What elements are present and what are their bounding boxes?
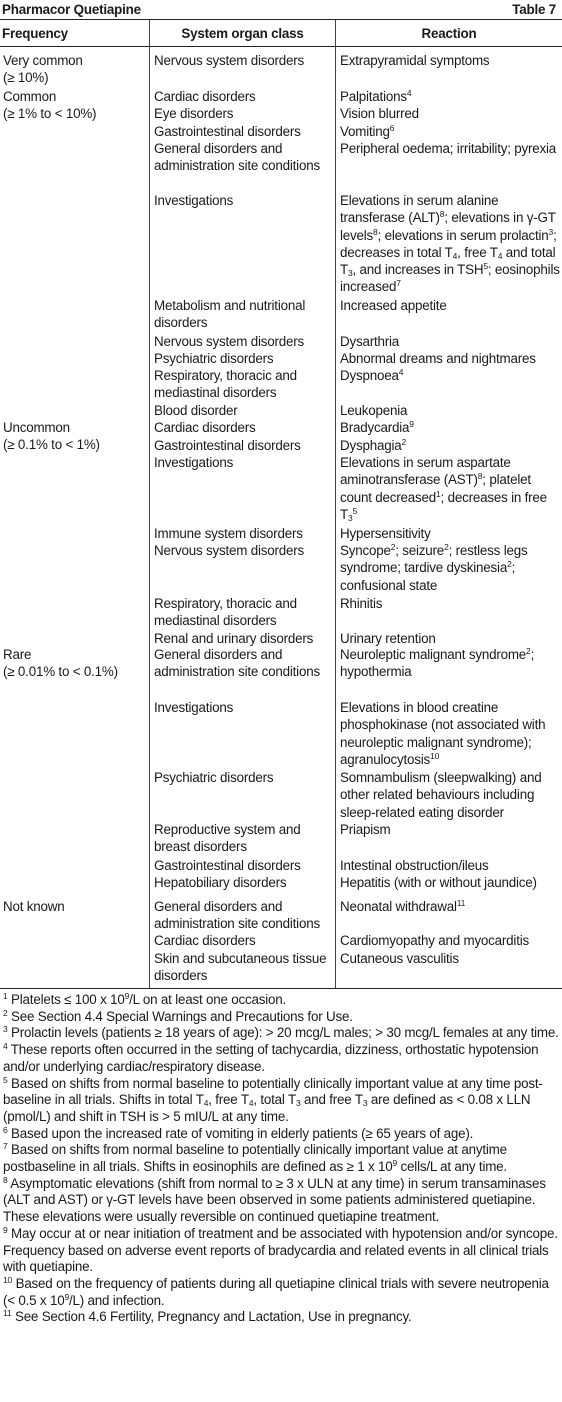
system-organ-class-cell: Investigations xyxy=(154,700,234,715)
frequency-rare xyxy=(3,646,148,681)
reaction-cell: Peripheral oedema; irritability; pyrexia xyxy=(340,141,557,156)
system-organ-class-cell: Cardiac disorders xyxy=(154,89,256,104)
table-title: Pharmacor Quetiapine xyxy=(2,2,141,17)
system-organ-class-cell: Gastrointestinal disorders xyxy=(154,858,301,873)
system-organ-class-cell: Nervous system disorders xyxy=(154,53,304,68)
frequency-very-common xyxy=(3,52,148,87)
footnote-1: $^1$ Platelets ≤ 100 x $10^9/L$ on at least one occasion. xyxy=(3,991,287,1007)
system-organ-class-cell: Respiratory, thoracic and mediastinal disorders xyxy=(154,368,297,401)
reaction-cell: Hypersensitivity xyxy=(340,526,431,541)
table-header xyxy=(0,0,562,20)
reaction-cell: Abnormal dreams and nightmares xyxy=(340,351,536,366)
reaction-cell: Urinary retention xyxy=(340,631,436,646)
system-organ-class-cell: Blood disorder xyxy=(154,403,238,418)
frequency-label: Common xyxy=(3,89,57,104)
frequency-label: Very common xyxy=(3,53,83,68)
reaction-cell: Bradycardia$^9$ xyxy=(340,419,414,435)
system-organ-class-cell: Cardiac disorders xyxy=(154,933,256,948)
system-organ-class-cell: General disorders and administration site conditions xyxy=(154,141,320,174)
frequency-label: Rare xyxy=(3,647,32,662)
reaction-cell: Cutaneous vasculitis xyxy=(340,951,459,966)
frequency-uncommon xyxy=(3,419,148,454)
reaction-cell: Leukopenia xyxy=(340,403,408,418)
reaction-cell: Hepatitis (with or without jaundice) xyxy=(340,875,537,890)
reaction-cell: Elevations in serum alanine transferase (ALT)$^8$; elevations in γ-GT levels$^8$; elevations in serum prolactin$^3$; decreases in total $T_4$, free $T_4$ and total $T_3$, and increases in TSH$^5$; eosinophils increased$^7$ xyxy=(340,193,560,295)
system-organ-class-cell: Psychiatric disorders xyxy=(154,351,274,366)
footnote-11: $^{11}$ See Section 4.6 Fertility, Pregnancy and Lactation, Use in pregnancy. xyxy=(3,1308,412,1325)
table-bottom-rule xyxy=(0,988,562,989)
system-organ-class-cell: Reproductive system and breast disorders xyxy=(154,822,301,855)
system-organ-class-cell: Gastrointestinal disorders xyxy=(154,124,301,139)
reaction-cell: Somnambulism (sleepwalking) and other related behaviours including sleep-related eating disorder xyxy=(340,770,542,820)
reaction-cell: Dyspnoea$^4$ xyxy=(340,367,404,383)
frequency-not-known xyxy=(3,898,148,915)
footnote-9: $^9$ May occur at or near initiation of treatment and be associated with hypotension and/or syncope. Frequency based on adverse event reports of bradycardia and related events in all clinical trials with quetiapine. xyxy=(3,1224,558,1275)
system-organ-class-cell: Renal and urinary disorders xyxy=(154,631,314,646)
system-organ-class-cell: General disorders and administration site conditions xyxy=(154,899,320,932)
reaction-cell: Neonatal withdrawal$^{11}$ xyxy=(340,898,466,914)
table-body xyxy=(0,47,562,988)
system-organ-class-cell: Metabolism and nutritional disorders xyxy=(154,298,306,331)
reaction-cell: Elevations in serum aspartate aminotransferase (AST)$^8$; platelet count decreased$^1$; decreases in free $T_3^5$ xyxy=(340,455,547,523)
footnote-3: $^3$ Prolactin levels (patients ≥ 18 years of age): > 20 mcg/L males; > 30 mcg/L females at any time. xyxy=(3,1024,559,1041)
reaction-cell: Vision blurred xyxy=(340,106,419,121)
frequency-common xyxy=(3,88,148,123)
reaction-cell: Syncope$^2$; seizure$^2$; restless legs syndrome; tardive dyskinesia$^2$; confusional state xyxy=(340,542,528,593)
reaction-cell: Neuroleptic malignant syndrome$^2$; hypothermia xyxy=(340,646,535,680)
footnote-7: $^7$ Based on shifts from normal baseline to potentially clinically important value at anytime postbaseline in all trials. Shifts in eosinophils are defined as ≥ 1 x $10^9$ cells/L at any time. xyxy=(3,1141,507,1175)
reaction-cell: Priapism xyxy=(340,822,391,837)
footnotes xyxy=(3,992,559,1326)
footnote-8: $^8$ Asymptomatic elevations (shift from normal to ≥ 3 x ULN at any time) in serum transaminases (ALT and AST) or γ-GT levels have been observed in some patients administered quetiapine. These elevations were usually reversible on continued quetiapine treatment. xyxy=(3,1174,546,1225)
system-organ-class-cell: Nervous system disorders xyxy=(154,543,304,558)
system-organ-class-cell: Eye disorders xyxy=(154,106,234,121)
column-header-reaction: Reaction xyxy=(421,26,477,41)
frequency-range: (≥ 0.1% to < 1%) xyxy=(3,437,100,453)
frequency-range: (≥ 1% to < 10%) xyxy=(3,106,97,122)
reaction-cell: Elevations in blood creatine phosphokinase (not associated with neuroleptic malignant syndrome); agranulocytosis$^{10}$ xyxy=(340,700,546,767)
frequency-label: Not known xyxy=(3,899,65,914)
column-header-soc: System organ class xyxy=(181,26,304,41)
reaction-cell: Vomiting$^6$ xyxy=(340,123,395,139)
footnote-4: $^4$ These reports often occurred in the setting of tachycardia, dizziness, orthostatic hypotension and/or underlying cardiac/respiratory disease. xyxy=(3,1041,539,1074)
system-organ-class-cell: Psychiatric disorders xyxy=(154,770,274,785)
table-number: Table 7 xyxy=(512,2,556,17)
footnote-6: $^6$ Based upon the increased rate of vomiting in elderly patients (≥ 65 years of age). xyxy=(3,1124,474,1141)
reaction-cell: Dysphagia$^2$ xyxy=(340,437,407,453)
column-headers xyxy=(0,20,562,47)
reaction-cell: Dysarthria xyxy=(340,334,400,349)
frequency-label: Uncommon xyxy=(3,420,70,435)
reaction-cell: Intestinal obstruction/ileus xyxy=(340,858,489,873)
frequency-range: (≥ 0.01% to < 0.1%) xyxy=(3,664,118,680)
system-organ-class-cell: Investigations xyxy=(154,455,234,470)
system-organ-class-cell: Cardiac disorders xyxy=(154,420,256,435)
reaction-cell: Extrapyramidal symptoms xyxy=(340,53,490,68)
system-organ-class-cell: Investigations xyxy=(154,193,234,208)
reaction-cell: Palpitations$^4$ xyxy=(340,88,412,104)
system-organ-class-cell: General disorders and administration site conditions xyxy=(154,647,320,680)
system-organ-class-cell: Immune system disorders xyxy=(154,526,303,541)
frequency-range: (≥ 10%) xyxy=(3,70,49,86)
footnote-10: $^{10}$ Based on the frequency of patients during all quetiapine clinical trials with severe neutropenia (< 0.5 x $10^9/L$) and infection. xyxy=(3,1274,549,1308)
system-organ-class-cell: Respiratory, thoracic and mediastinal disorders xyxy=(154,596,297,629)
column-header-frequency: Frequency xyxy=(2,26,68,41)
footnote-2: $^2$ See Section 4.4 Special Warnings and Precautions for Use. xyxy=(3,1007,353,1024)
system-organ-class-cell: Nervous system disorders xyxy=(154,334,304,349)
reaction-cell: Cardiomyopathy and myocarditis xyxy=(340,933,529,948)
system-organ-class-cell: Gastrointestinal disorders xyxy=(154,438,301,453)
footnote-5: $^5$ Based on shifts from normal baseline to potentially clinically important value at any time post-baseline in all trials. Shifts in total $T_4$, free $T_4$, total $T_3$ and free $T_3$ are defined as < 0.08 x LLN (pmol/L) and shift in TSH is > 5 mIU/L at any time. xyxy=(3,1074,543,1124)
system-organ-class-cell: Hepatobiliary disorders xyxy=(154,875,287,890)
reaction-cell: Rhinitis xyxy=(340,596,383,611)
reaction-cell: Increased appetite xyxy=(340,298,447,313)
system-organ-class-cell: Skin and subcutaneous tissue disorders xyxy=(154,951,327,984)
